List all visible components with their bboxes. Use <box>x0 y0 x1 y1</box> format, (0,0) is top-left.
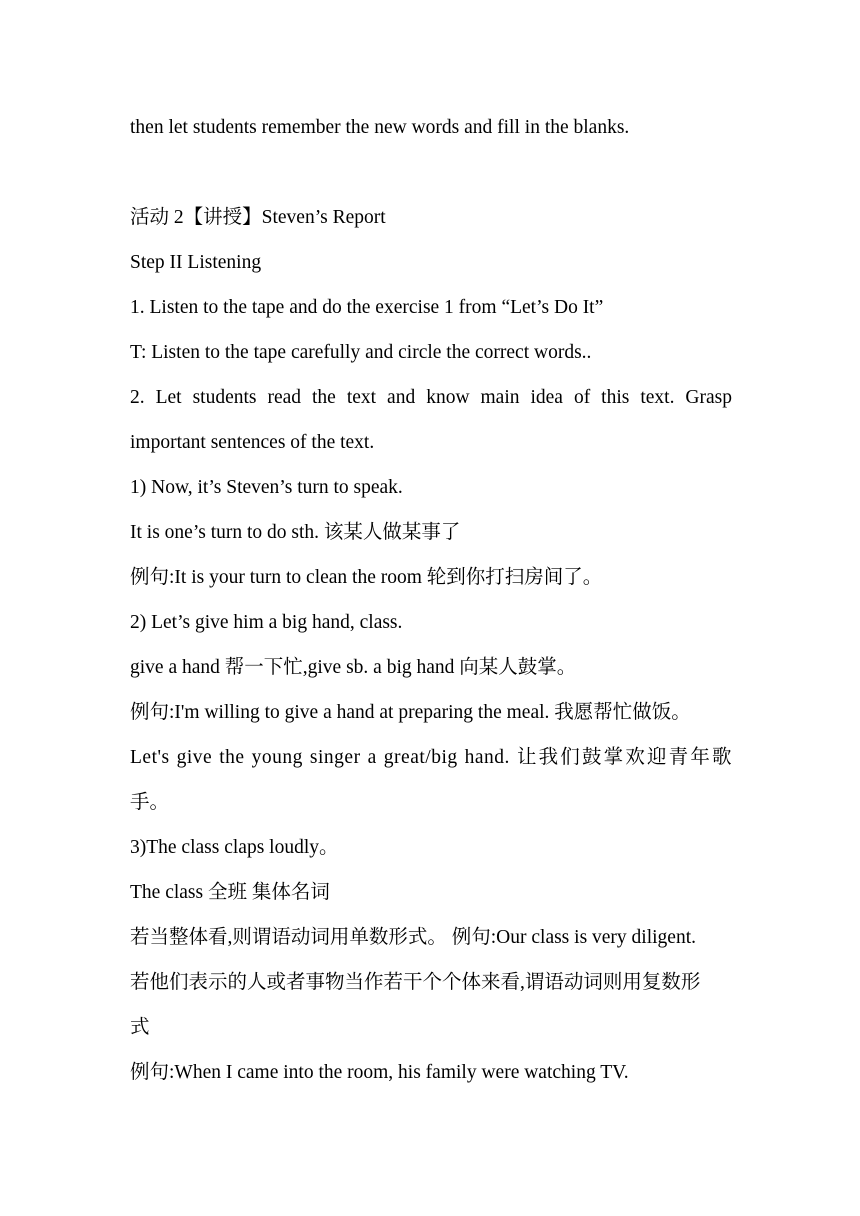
text-line-example-hand: 例句:I'm willing to give a hand at preparing the meal. 我愿帮忙做饭。 <box>130 702 691 723</box>
text-line-plural-rule-cont: 式 <box>130 1017 150 1038</box>
text-line-plural-rule: 若他们表示的人或者事物当作若干个个体来看,谓语动词则用复数形 <box>130 972 701 993</box>
text-line-singular-rule: 若当整体看,则谓语动词用单数形式。 例句:Our class is very diligent. <box>130 927 697 948</box>
text-line-example-singer: Let's give the young singer a great/big hand. 让我们鼓掌欢迎青年歌 <box>130 747 732 768</box>
text-line-point-1: 1) Now, it’s Steven’s turn to speak. <box>130 477 403 498</box>
text-line-example-singer-cont: 手。 <box>130 792 170 813</box>
text-line-intro: then let students remember the new words and fill in the blanks. <box>130 117 630 138</box>
activity-heading: 活动 2【讲授】Steven’s Report <box>130 207 386 228</box>
text-line-phrase-hand: give a hand 帮一下忙,give sb. a big hand 向某人鼓掌。 <box>130 657 577 678</box>
text-line-exercise-2: 2. Let students read the text and know main idea of this text. Grasp <box>130 387 732 408</box>
text-line-collective-noun: The class 全班 集体名词 <box>130 882 330 903</box>
text-line-exercise-2-cont: important sentences of the text. <box>130 432 375 453</box>
text-line-exercise-1: 1. Listen to the tape and do the exercise 1 from “Let’s Do It” <box>130 297 604 318</box>
text-line-point-2: 2) Let’s give him a big hand, class. <box>130 612 403 633</box>
text-line-point-3: 3)The class claps loudly。 <box>130 837 339 858</box>
text-line-teacher: T: Listen to the tape carefully and circle the correct words.. <box>130 342 592 363</box>
text-line-example-family: 例句:When I came into the room, his family were watching TV. <box>130 1062 629 1083</box>
text-line-phrase-turn: It is one’s turn to do sth. 该某人做某事了 <box>130 522 461 543</box>
step-heading: Step II Listening <box>130 252 262 273</box>
text-line-example-turn: 例句:It is your turn to clean the room 轮到你打扫房间了。 <box>130 567 603 588</box>
